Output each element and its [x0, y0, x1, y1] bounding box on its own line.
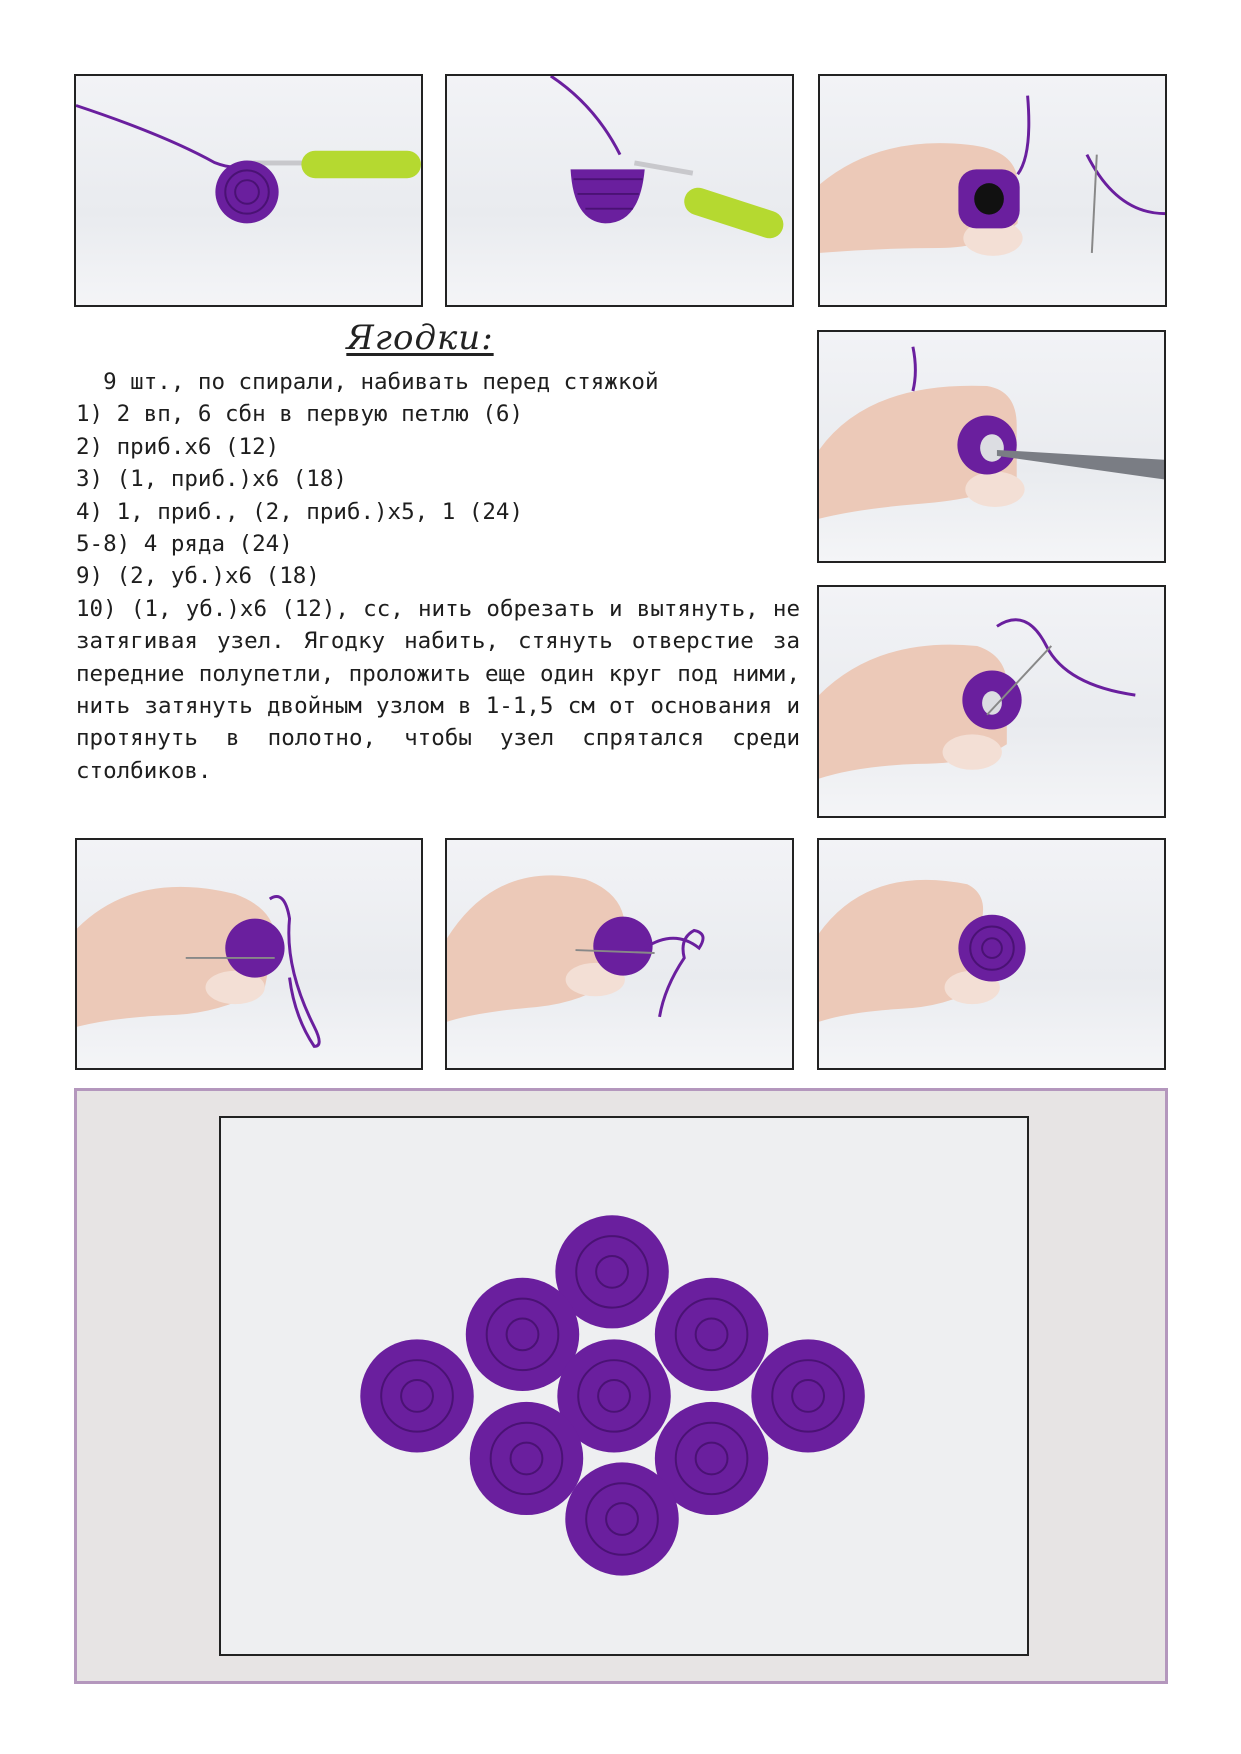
berry-group	[360, 1215, 864, 1575]
instruction-row-10: 10) (1, уб.)х6 (12), сс, нить обрезать и вытянуть, не затягивая узел. Ягодку набить, стянуть отверстие за передние полупетли, проложить еще один круг под ними, нить затянуть двойным узлом в 1-1,5 см от основания и протянуть в полотно, чтобы узел спрятался среди столбиков.	[76, 595, 800, 784]
instructions-intro: 9 шт., по спирали, набивать перед стяжкой	[76, 369, 659, 395]
page-title: Ягодки:	[346, 318, 494, 358]
final-photo	[219, 1116, 1029, 1656]
instruction-row-2: 2) приб.х6 (12)	[76, 433, 280, 460]
final-photo-frame	[74, 1088, 1168, 1684]
step-photo-5	[817, 585, 1166, 818]
step-photo-6	[75, 838, 423, 1070]
instructions	[76, 366, 800, 787]
step-photo-4	[817, 330, 1166, 563]
instruction-row-9: 9) (2, уб.)х6 (18)	[76, 563, 320, 590]
instruction-row-4: 4) 1, приб., (2, приб.)х5, 1 (24)	[76, 498, 524, 525]
instruction-row-5-8: 5-8) 4 ряда (24)	[76, 531, 293, 558]
step-photo-7	[445, 838, 794, 1070]
step-photo-1	[74, 74, 423, 307]
instruction-row-3: 3) (1, приб.)х6 (18)	[76, 466, 347, 493]
step-photo-2	[445, 74, 794, 307]
step-photo-8	[817, 838, 1166, 1070]
instruction-row-1: 1) 2 вп, 6 сбн в первую петлю (6)	[76, 401, 524, 428]
step-photo-3	[818, 74, 1167, 307]
